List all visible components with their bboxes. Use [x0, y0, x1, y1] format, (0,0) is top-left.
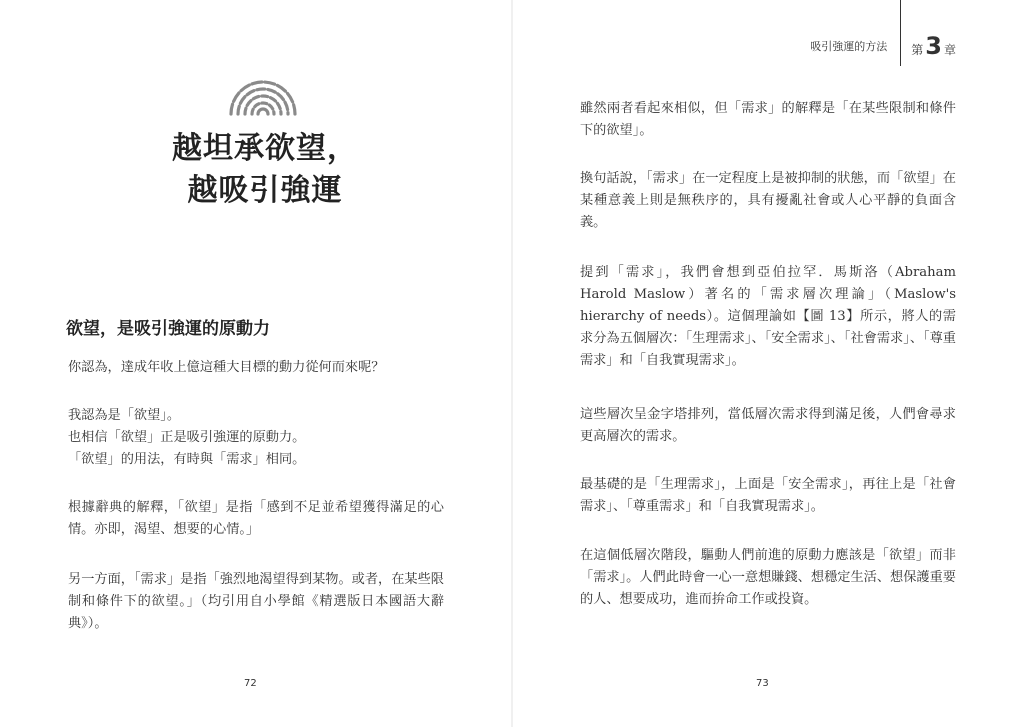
page-number-right: 73 [756, 678, 769, 689]
chapter-prefix: 第 [911, 43, 924, 57]
paragraph: 根據辭典的解釋，「欲望」是指「感到不足並希望獲得滿足的心情。亦即，渴望、想要的心情。」 [68, 500, 444, 537]
section-heading: 欲望，是吸引強運的原動力 [66, 319, 270, 339]
header-divider [900, 0, 901, 66]
chapter-label [911, 34, 956, 58]
running-header [810, 34, 956, 58]
paragraph: 也相信「欲望」正是吸引強運的原動力。 [68, 430, 306, 445]
running-title: 吸引強運的方法 [810, 40, 888, 53]
paragraph: 在這個低層次階段，驅動人們前進的原動力應該是「欲望」而非「需求」。人們此時會一心一意想賺錢、想穩定生活、想保護重要的人、想要成功，進而拚命工作或投資。 [580, 548, 956, 607]
book-gutter [511, 0, 513, 727]
chapter-suffix: 章 [943, 43, 956, 57]
paragraph: 雖然兩者看起來相似，但「需求」的解釋是「在某些限制和條件下的欲望」。 [580, 101, 956, 138]
title-line-1: 越坦承欲望， [172, 131, 358, 166]
chapter-title [150, 128, 380, 212]
paragraph: 你認為，達成年收上億這種大目標的動力從何而來呢？ [68, 360, 385, 375]
concentric-arches-icon [226, 74, 300, 116]
paragraph: 「欲望」的用法，有時與「需求」相同。 [68, 452, 306, 467]
paragraph: 我認為是「欲望」。 [68, 408, 181, 423]
paragraph: 另一方面，「需求」是指「強烈地渴望得到某物。或者，在某些限制和條件下的欲望。」（均引用自小學館《精選版日本國語大辭典》）。 [68, 572, 444, 631]
paragraph: 換句話說，「需求」在一定程度上是被抑制的狀態，而「欲望」在某種意義上則是無秩序的，具有擾亂社會或人心平靜的負面含義。 [580, 171, 956, 230]
paragraph: 這些層次呈金字塔排列，當低層次需求得到滿足後，人們會尋求更高層次的需求。 [580, 407, 956, 444]
paragraph: 最基礎的是「生理需求」，上面是「安全需求」，再往上是「社會需求」、「尊重需求」和「自我實現需求」。 [580, 477, 956, 514]
paragraph: 提到「需求」，我們會想到亞伯拉罕．馬斯洛（Abraham Harold Maslow）著名的「需求層次理論」（Maslow's hierarchy of needs）。這個理論如【圖 13】所示，將人的需求分為五個層次：「生理需求」、「安全需求」、「社會需求」、「尊重需求」和「自我實現需求」。 [580, 265, 956, 368]
page-number-left: 72 [244, 678, 257, 689]
chapter-number: 3 [925, 32, 942, 60]
title-line-2: 越吸引強運 [187, 173, 343, 208]
